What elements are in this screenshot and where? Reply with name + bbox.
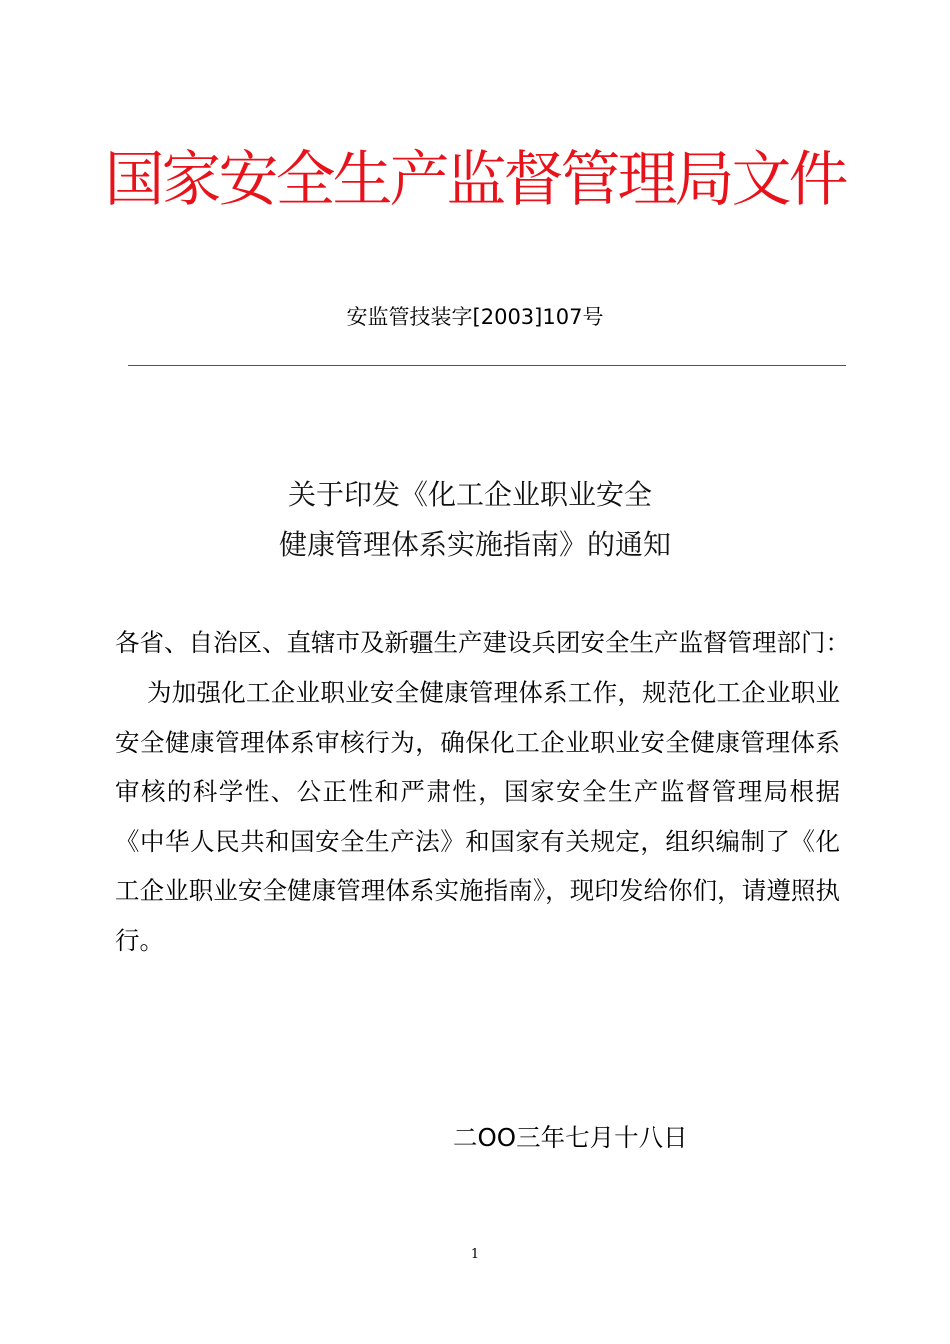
page-number: 1 — [470, 1247, 480, 1262]
salutation: 各省、自治区、直辖市及新疆生产建设兵团安全生产监督管理部门： — [115, 628, 850, 657]
notice-title — [0, 470, 950, 570]
issue-date: 二OO三年七月十八日 — [453, 1123, 688, 1152]
notice-title-line-2: 健康管理体系实施指南》的通知 — [278, 528, 671, 561]
body-paragraph: 为加强化工企业职业安全健康管理体系工作，规范化工企业职业安全健康管理体系审核行为，确保化工企业职业安全健康管理体系审核的科学性、公正性和严肃性，国家安全生产监督管理局根据《中华人民共和国安全生产法》和国家有关规定，组织编制了《化工企业职业安全健康管理体系实施指南》，现印发给你们，请遵照执行。 — [115, 678, 840, 955]
document-number: 安监管技装字[2003]107号 — [346, 305, 604, 329]
red-divider-line — [128, 365, 846, 366]
document-header: 国家安全生产监督管理局文件 — [104, 145, 846, 215]
notice-title-line-1: 关于印发《化工企业职业安全 — [287, 478, 652, 511]
